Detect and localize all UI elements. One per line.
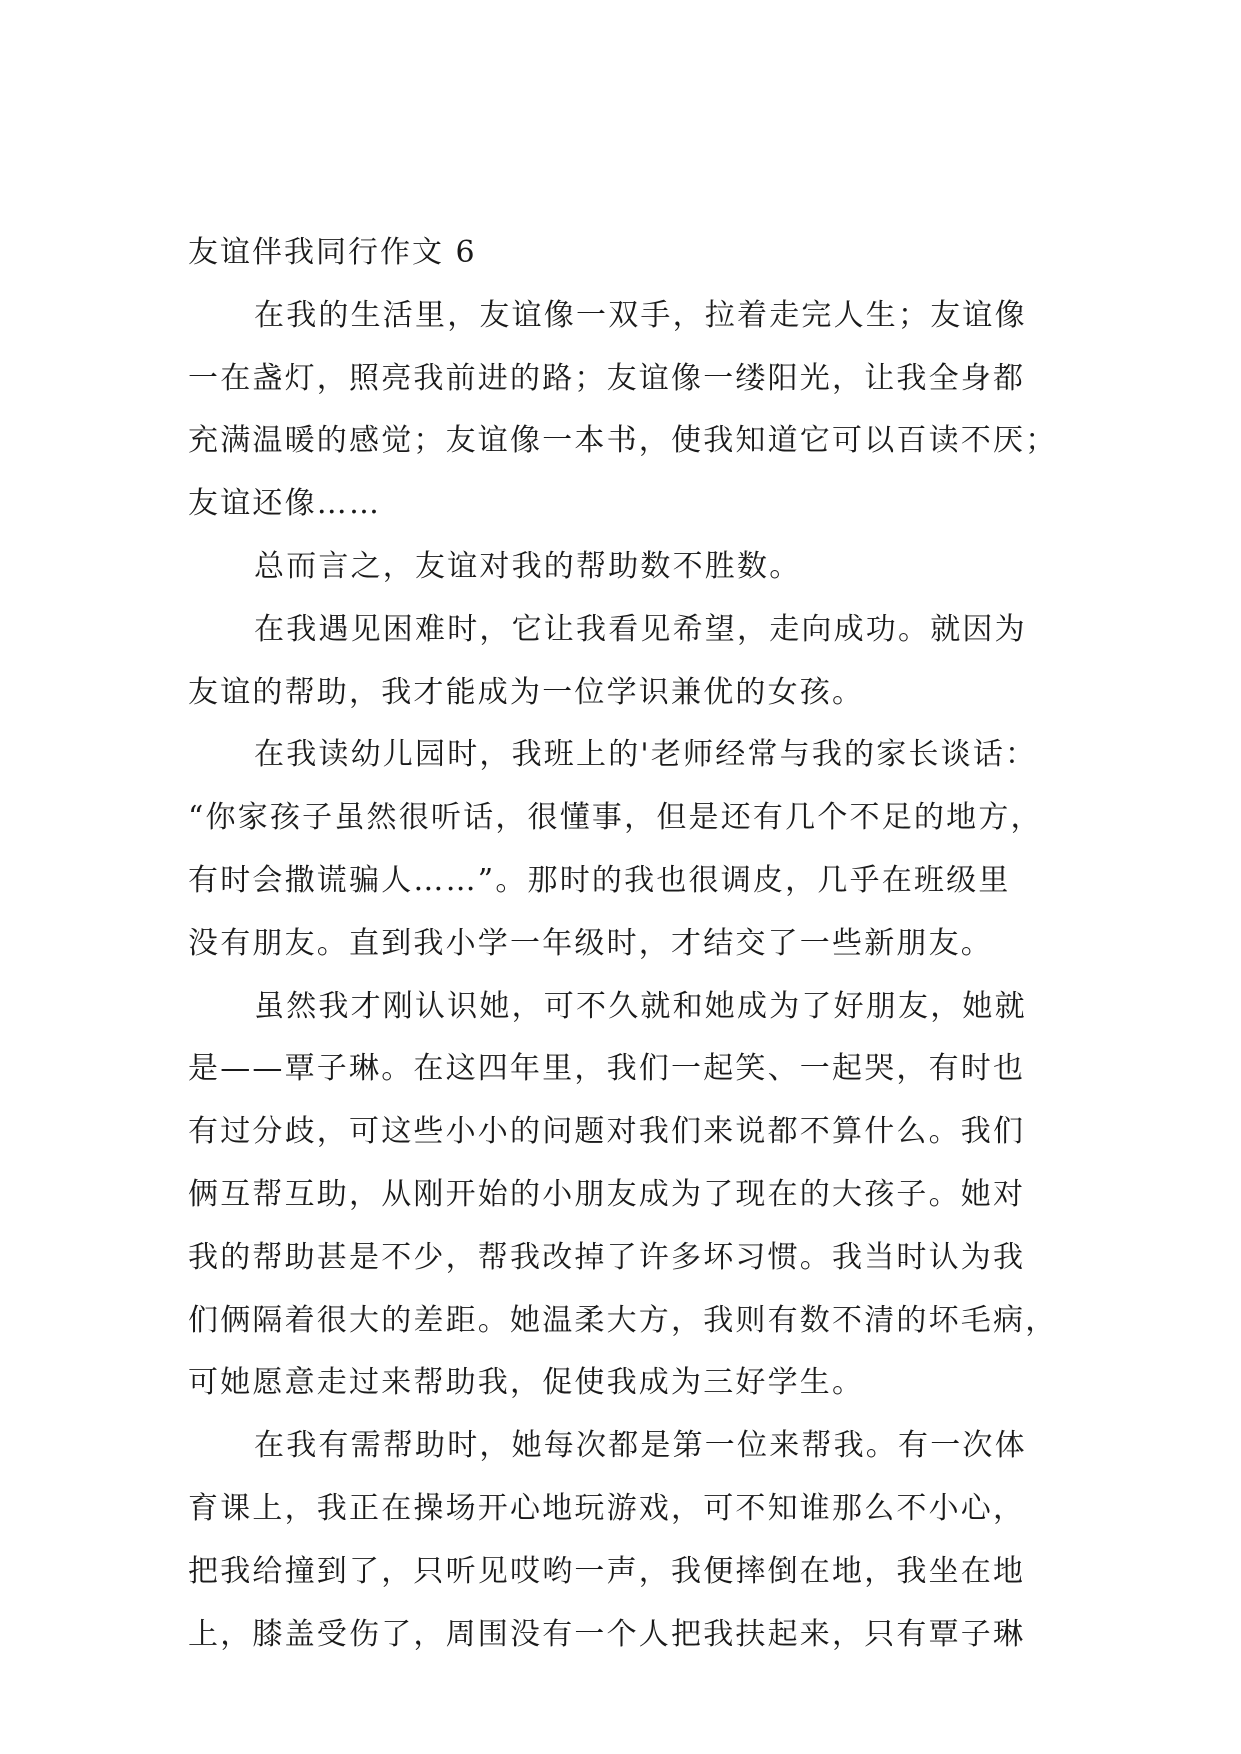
text-line: 俩互帮互助，从刚开始的小朋友成为了现在的大孩子。她对 (188, 1176, 1026, 1212)
text-line: 可她愿意走过来帮助我，促使我成为三好学生。 (188, 1365, 865, 1401)
paragraph (188, 285, 1058, 536)
text-line: 育课上，我正在操场开心地玩游戏，可不知谁那么不小心， (188, 1490, 1026, 1526)
text-line: 在我遇见困难时，它让我看见希望，走向成功。就因为 (254, 611, 1027, 647)
text-line: 有过分歧，可这些小小的问题对我们来说都不算什么。我们 (188, 1114, 1026, 1150)
paragraph (188, 1415, 1058, 1666)
text-line: 一在盏灯，照亮我前进的路；友谊像一缕阳光，让我全身都 (188, 360, 1026, 396)
text-line: 们俩隔着很大的差距。她温柔大方，我则有数不清的坏毛病， (188, 1302, 1058, 1338)
text-line: 没有朋友。直到我小学一年级时，才结交了一些新朋友。 (188, 925, 993, 961)
document-body (188, 222, 1058, 1666)
text-line: 把我给撞到了，只听见哎哟一声，我便摔倒在地，我坐在地 (188, 1553, 1026, 1589)
text-line: 我的帮助甚是不少，帮我改掉了许多坏习惯。我当时认为我 (188, 1239, 1026, 1275)
text-line: 友谊还像…… (188, 486, 382, 522)
text-line: 总而言之，友谊对我的帮助数不胜数。 (254, 548, 802, 584)
paragraph (188, 536, 1058, 599)
text-line: 在我读幼儿园时，我班上的'老师经常与我的家长谈话： (254, 737, 1038, 773)
text-line: 上，膝盖受伤了，周围没有一个人把我扶起来，只有覃子琳 (188, 1616, 1026, 1652)
document-title: 友谊伴我同行作文 6 (188, 235, 477, 270)
text-line: 是——覃子琳。在这四年里，我们一起笑、一起哭，有时也 (188, 1051, 1026, 1087)
text-line: 友谊的帮助，我才能成为一位学识兼优的女孩。 (188, 674, 865, 710)
paragraph (188, 976, 1058, 1416)
text-line: 充满温暖的感觉；友谊像一本书，使我知道它可以百读不厌； (188, 423, 1058, 459)
text-line: 有时会撒谎骗人……”。那时的我也很调皮，几乎在班级里 (188, 862, 1011, 898)
text-line: “你家孩子虽然很听话，很懂事，但是还有几个不足的地方， (188, 800, 1043, 836)
text-line: 虽然我才刚认识她，可不久就和她成为了好朋友，她就 (254, 988, 1027, 1024)
paragraph (188, 724, 1058, 975)
text-line: 在我的生活里，友谊像一双手，拉着走完人生；友谊像 (254, 297, 1027, 333)
paragraph (188, 599, 1058, 725)
text-line: 在我有需帮助时，她每次都是第一位来帮我。有一次体 (254, 1428, 1027, 1464)
